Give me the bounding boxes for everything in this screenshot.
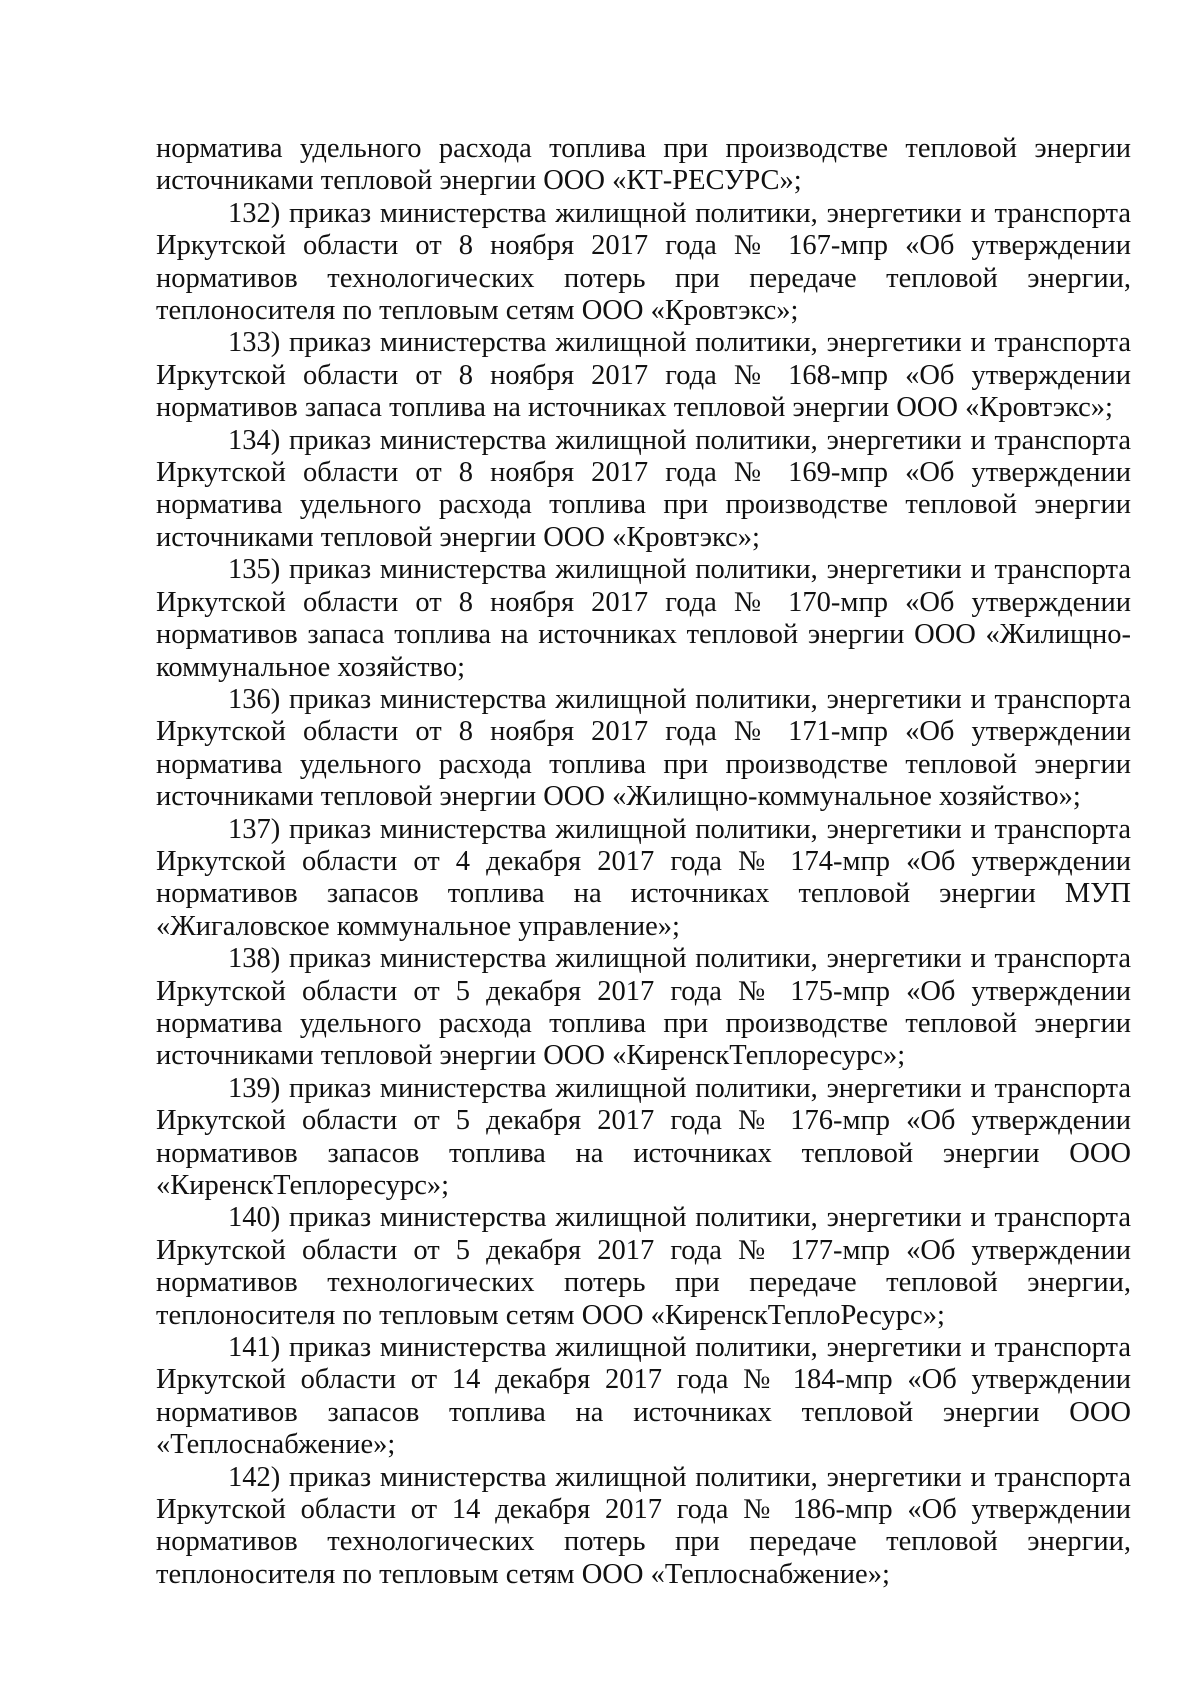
list-item-135: 135) приказ министерства жилищной политики, энергетики и транспорта Иркутской области от 8 ноября 2017 года № 170-мпр «Об утверждении нормативов запаса топлива на источниках тепловой энергии ООО «Жилищно-коммунальное хозяйство; <box>156 554 1131 683</box>
list-item-138: 138) приказ министерства жилищной политики, энергетики и транспорта Иркутской области от 5 декабря 2017 года № 175-мпр «Об утверждении норматива удельного расхода топлива при производстве тепловой энергии источниками тепловой энергии ООО «КиренскТеплоресурс»; <box>156 943 1131 1072</box>
list-item-134: 134) приказ министерства жилищной политики, энергетики и транспорта Иркутской области от 8 ноября 2017 года № 169-мпр «Об утверждении норматива удельного расхода топлива при производстве тепловой энергии источниками тепловой энергии ООО «Кровтэкс»; <box>156 424 1131 553</box>
list-item-142: 142) приказ министерства жилищной политики, энергетики и транспорта Иркутской области от 14 декабря 2017 года № 186-мпр «Об утверждении нормативов технологических потерь при передаче тепловой энергии, теплоносителя по тепловым сетям ООО «Теплоснабжение»; <box>156 1461 1131 1590</box>
list-item-133: 133) приказ министерства жилищной политики, энергетики и транспорта Иркутской области от 8 ноября 2017 года № 168-мпр «Об утверждении нормативов запаса топлива на источниках тепловой энергии ООО «Кровтэкс»; <box>156 327 1131 424</box>
list-item-139: 139) приказ министерства жилищной политики, энергетики и транспорта Иркутской области от 5 декабря 2017 года № 176-мпр «Об утверждении нормативов запасов топлива на источниках тепловой энергии ООО «КиренскТеплоресурс»; <box>156 1072 1131 1201</box>
list-item-140: 140) приказ министерства жилищной политики, энергетики и транспорта Иркутской области от 5 декабря 2017 года № 177-мпр «Об утверждении нормативов технологических потерь при передаче тепловой энергии, теплоносителя по тепловым сетям ООО «КиренскТеплоРесурс»; <box>156 1202 1131 1331</box>
list-item-132: 132) приказ министерства жилищной политики, энергетики и транспорта Иркутской области от 8 ноября 2017 года № 167-мпр «Об утверждении нормативов технологических потерь при передаче тепловой энергии, теплоносителя по тепловым сетям ООО «Кровтэкс»; <box>156 197 1131 327</box>
continuation-paragraph: норматива удельного расхода топлива при производстве тепловой энергии источниками тепловой энергии ООО «КТ-РЕСУРС»; <box>156 133 1131 197</box>
list-item-136: 136) приказ министерства жилищной политики, энергетики и транспорта Иркутской области от 8 ноября 2017 года № 171-мпр «Об утверждении норматива удельного расхода топлива при производстве тепловой энергии источниками тепловой энергии ООО «Жилищно-коммунальное хозяйство»; <box>156 683 1131 813</box>
document-body <box>156 133 1131 1591</box>
list-item-137: 137) приказ министерства жилищной политики, энергетики и транспорта Иркутской области от 4 декабря 2017 года № 174-мпр «Об утверждении нормативов запасов топлива на источниках тепловой энергии МУП «Жигаловское коммунальное управление»; <box>156 813 1131 942</box>
list-item-141: 141) приказ министерства жилищной политики, энергетики и транспорта Иркутской области от 14 декабря 2017 года № 184-мпр «Об утверждении нормативов запасов топлива на источниках тепловой энергии ООО «Теплоснабжение»; <box>156 1332 1131 1461</box>
